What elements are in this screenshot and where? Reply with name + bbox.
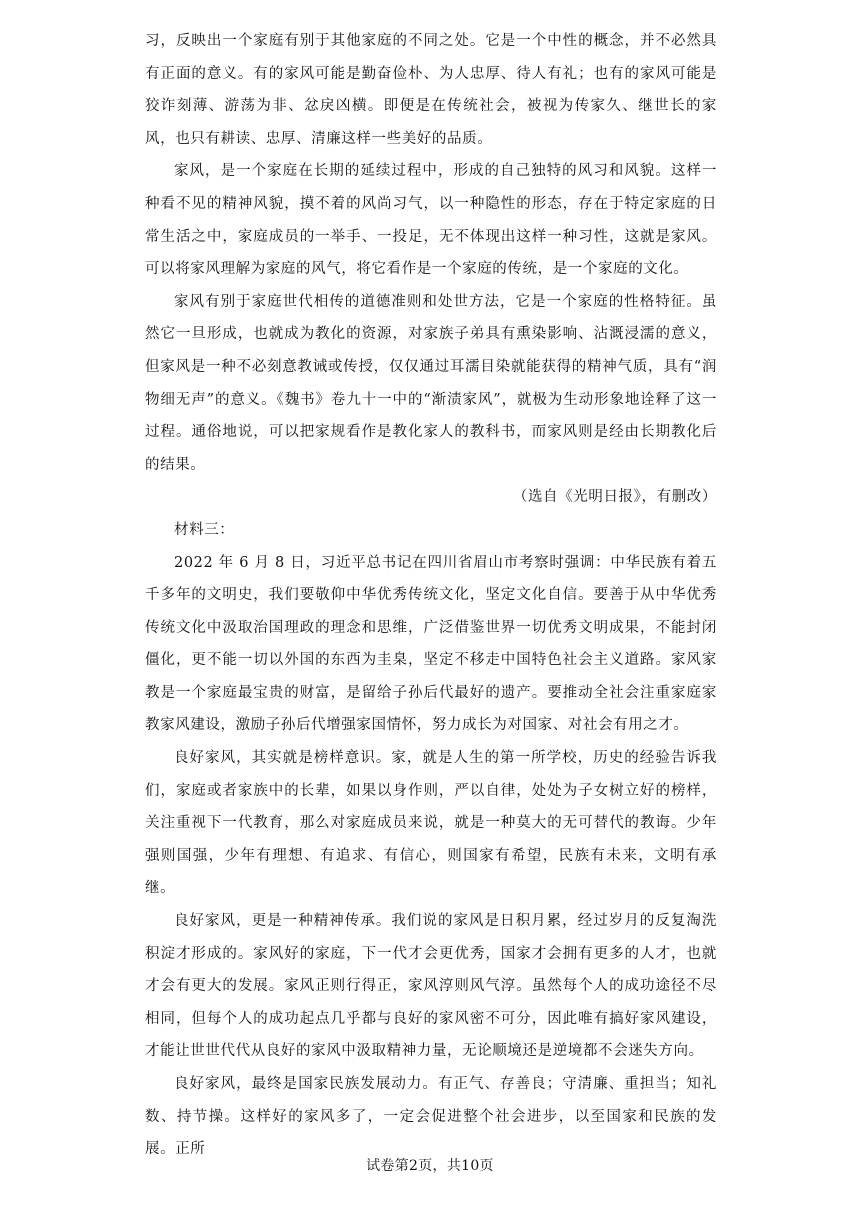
paragraph-spiritual-heritage: 良好家风，更是一种精神传承。我们说的家风是日积月累，经过岁月的反复淘洗积淀才形成的。家风好的家庭，下一代才会更优秀，国家才会拥有更多的人才，也就才会有更大的发展。家风正则行得正，家风淳则风气淳。虽然每个人的成功途径不尽相同，但每个人的成功起点几乎都与良好的家风密不可分，因此唯有搞好家风建设，才能让世世代代从良好的家风中汲取精神力量，无论顺境还是逆境都不会迷失方向。 — [145, 913, 717, 1060]
document-body — [145, 25, 717, 1166]
paragraph-role-model: 良好家风，其实就是榜样意识。家，就是人生的第一所学校，历史的经验告诉我们，家庭或者家族中的长辈，如果以身作则，严以自律，处处为子女树立好的榜样，关注重视下一代教育，那么对家庭成员来说，就是一种莫大的无可替代的教诲。少年强则国强，少年有理想、有追求、有信心，则国家有希望，民族有未来，文明有承继。 — [145, 750, 717, 897]
paragraph-national-driving-force: 良好家风，最终是国家民族发展动力。有正气、存善良；守清廉、重担当；知礼数、持节操。这样好的家风多了，一定会促进整个社会进步，以至国家和民族的发展。正所 — [145, 1076, 717, 1158]
paragraph-family-style-definition: 家风，是一个家庭在长期的延续过程中，形成的自己独特的风习和风貌。这样一种看不见的精神风貌，摸不着的风尚习气，以一种隐性的形态，存在于特定家庭的日常生活之中，家庭成员的一举手、一投足，无不体现出这样一种习性，这就是家风。可以将家风理解为家庭的风气，将它看作是一个家庭的传统，是一个家庭的文化。 — [145, 163, 717, 278]
paragraph-family-style-character: 家风有别于家庭世代相传的道德准则和处世方法，它是一个家庭的性格特征。虽然它一旦形成，也就成为教化的资源，对家族子弟具有熏染影响、沾溉浸濡的意义，但家风是一种不必刻意教诫或传授，仅仅通过耳濡目染就能获得的精神气质，具有“润物细无声”的意义。《魏书》卷九十一中的“渐渍家风”，就极为生动形象地诠释了这一过程。通俗地说，可以把家规看作是教化家人的教科书，而家风则是经由长期教化后的结果。 — [145, 293, 717, 473]
source-citation: （选自《光明日报》，有删改） — [512, 489, 717, 506]
paragraph-xi-meishan-speech: 2022 年 6 月 8 日，习近平总书记在四川省眉山市考察时强调：中华民族有着五千多年的文明史，我们要敬仰中华优秀传统文化，坚定文化自信。要善于从中华优秀传统文化中汲取治国理政的理念和思维，广泛借鉴世界一切优秀文明成果，不能封闭僵化，更不能一切以外国的东西为圭臬，坚定不移走中国特色社会主义道路。家风家教是一个家庭最宝贵的财富，是留给子孙后代最好的遗产。要推动全社会注重家庭家教家风建设，激励子孙后代增强家国情怀，努力成长为对国家、对社会有用之才。 — [145, 554, 717, 734]
paragraph-family-style-neutral: 习，反映出一个家庭有别于其他家庭的不同之处。它是一个中性的概念，并不必然具有正面的意义。有的家风可能是勤奋俭朴、为人忠厚、待人有礼；也有的家风可能是狡诈刻薄、游荡为非、忿戾凶横。即便是在传统社会，被视为传家久、继世长的家风，也只有耕读、忠厚、清廉这样一些美好的品质。 — [145, 33, 717, 147]
page-number-footer: 试卷第2页，共10页 — [366, 1158, 494, 1174]
material-three-heading: 材料三： — [174, 521, 235, 538]
